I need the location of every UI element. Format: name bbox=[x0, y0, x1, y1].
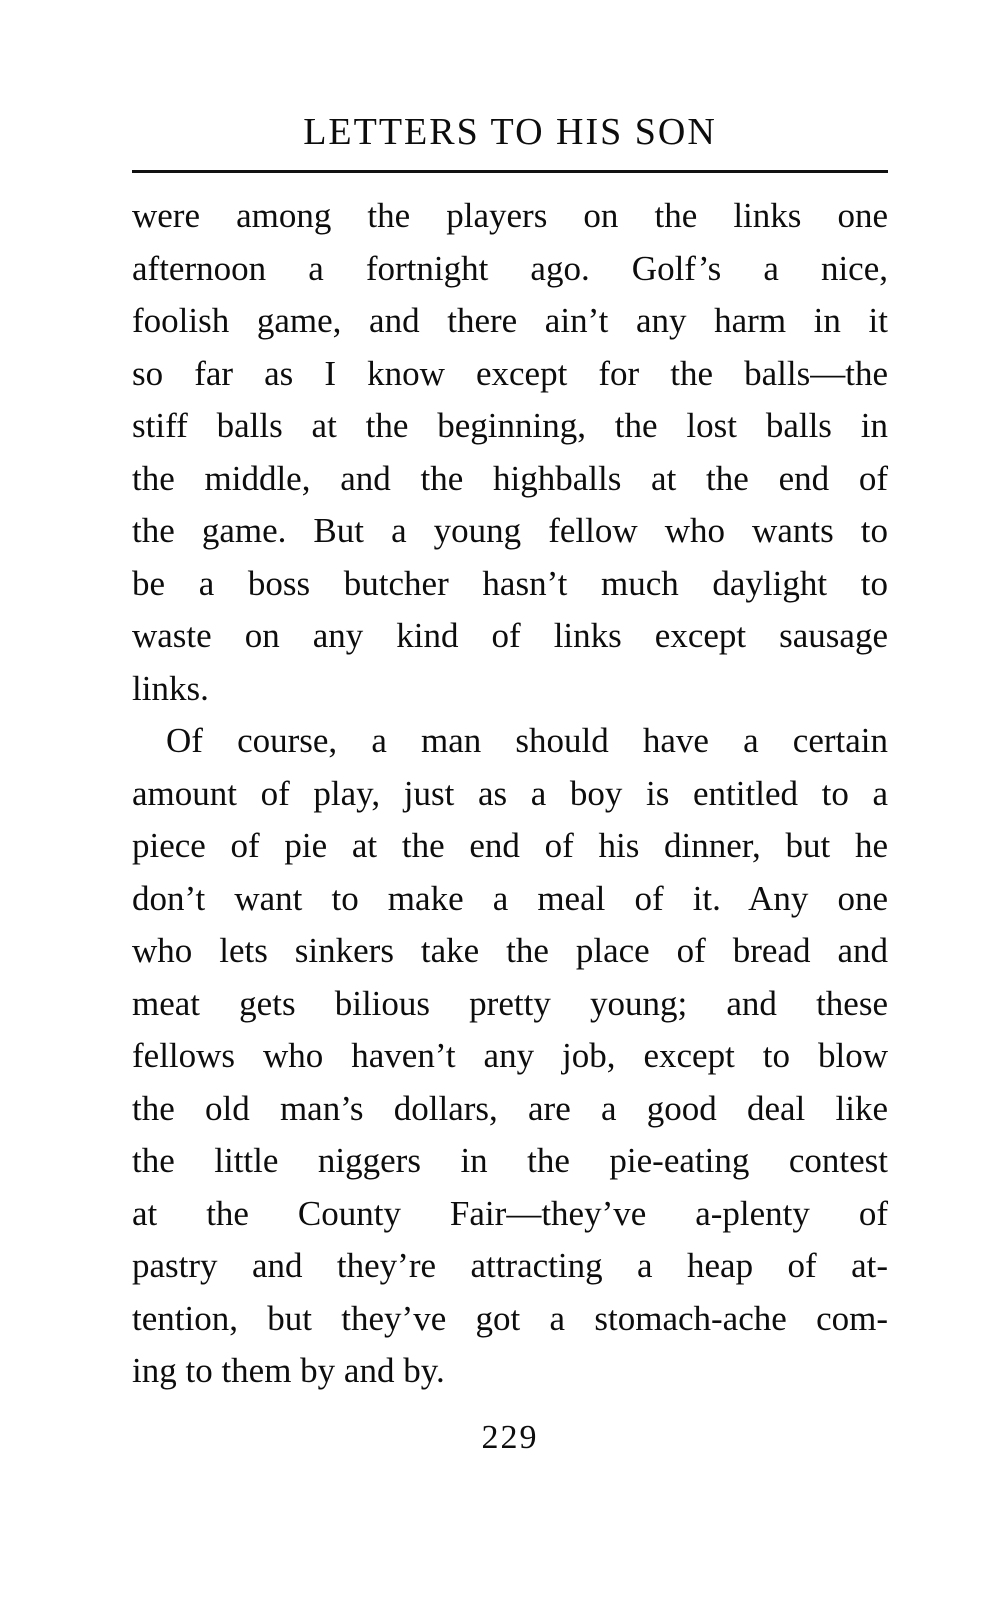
text-line: fellows who haven’t any job, except to blow bbox=[132, 1036, 888, 1075]
text-line: be a boss butcher hasn’t much daylight to bbox=[132, 563, 888, 603]
text-line: afternoon a fortnight ago. Golf’s a nice, bbox=[132, 248, 888, 288]
text-line: piece of pie at the end of his dinner, but he bbox=[132, 826, 888, 865]
text-line: were among the players on the links one bbox=[132, 196, 888, 235]
text-line: links. bbox=[132, 668, 209, 708]
text-line: the old man’s dollars, are a good deal like bbox=[132, 1088, 888, 1128]
text-line: Of course, a man should have a certain bbox=[166, 721, 888, 760]
body-text bbox=[132, 190, 888, 1398]
header-rule bbox=[132, 170, 888, 173]
text-line: meat gets bilious pretty young; and these bbox=[132, 983, 888, 1023]
text-line: tention, but they’ve got a stomach-ache com- bbox=[132, 1298, 888, 1338]
text-line: the little niggers in the pie-eating contest bbox=[132, 1141, 888, 1180]
text-line: at the County Fair—they’ve a-plenty of bbox=[132, 1193, 888, 1233]
text-line: who lets sinkers take the place of bread and bbox=[132, 931, 888, 970]
text-line: the game. But a young fellow who wants to bbox=[132, 511, 888, 550]
text-line: waste on any kind of links except sausage bbox=[132, 616, 888, 655]
text-line: stiff balls at the beginning, the lost balls in bbox=[132, 406, 888, 445]
text-line: ing to them by and by. bbox=[132, 1351, 445, 1390]
paragraph-1 bbox=[132, 190, 888, 715]
running-head: LETTERS TO HIS SON bbox=[303, 111, 717, 153]
page-number: 229 bbox=[481, 1419, 539, 1456]
text-line: the middle, and the highballs at the end of bbox=[132, 458, 888, 498]
text-line: pastry and they’re attracting a heap of at- bbox=[132, 1246, 888, 1285]
text-line: foolish game, and there ain’t any harm in it bbox=[132, 301, 888, 340]
text-line: don’t want to make a meal of it. Any one bbox=[132, 878, 888, 918]
paragraph-2 bbox=[132, 715, 888, 1398]
text-line: so far as I know except for the balls—the bbox=[132, 353, 888, 393]
text-line: amount of play, just as a boy is entitled to a bbox=[132, 773, 888, 813]
